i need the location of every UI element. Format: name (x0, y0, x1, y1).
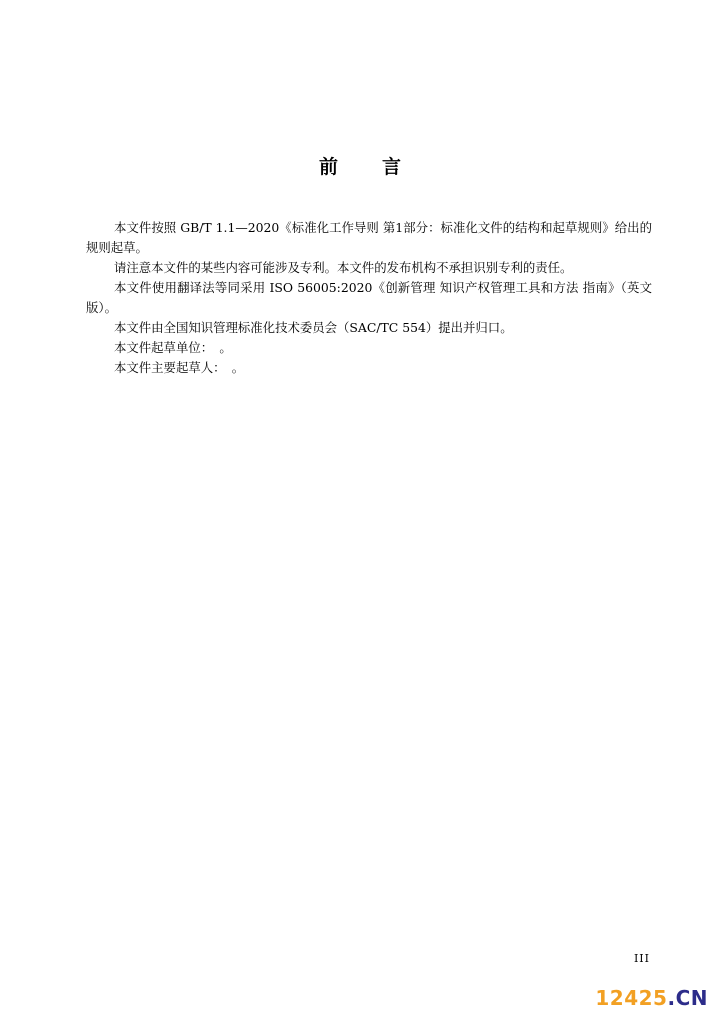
page-number: III (633, 952, 650, 965)
watermark-number: 12425 (595, 986, 668, 1010)
watermark-domain: .CN (667, 986, 708, 1010)
foreword-body (86, 218, 652, 378)
paragraph-committee: 本文件由全国知识管理标准化技术委员会（SAC/TC 554）提出并归口。 (114, 320, 513, 335)
title-char-1: 前 (318, 156, 338, 178)
title-char-2: 言 (382, 156, 402, 178)
paragraph-adoption: 本文件使用翻译法等同采用 ISO 56005:2020《创新管理 知识产权管理工具和方法 指南》（英文版）。 (86, 280, 652, 315)
paragraph-drafters: 本文件主要起草人： 。 (114, 360, 245, 375)
paragraph-drafting-units: 本文件起草单位： 。 (114, 340, 232, 355)
paragraph-patent-notice: 请注意本文件的某些内容可能涉及专利。本文件的发布机构不承担识别专利的责任。 (114, 260, 573, 275)
page-title (0, 152, 720, 179)
paragraph-drafting-rules: 本文件按照 GB/T 1.1—2020《标准化工作导则 第1部分：标准化文件的结构和起草规则》给出的规则起草。 (86, 220, 652, 255)
site-watermark (595, 986, 708, 1010)
